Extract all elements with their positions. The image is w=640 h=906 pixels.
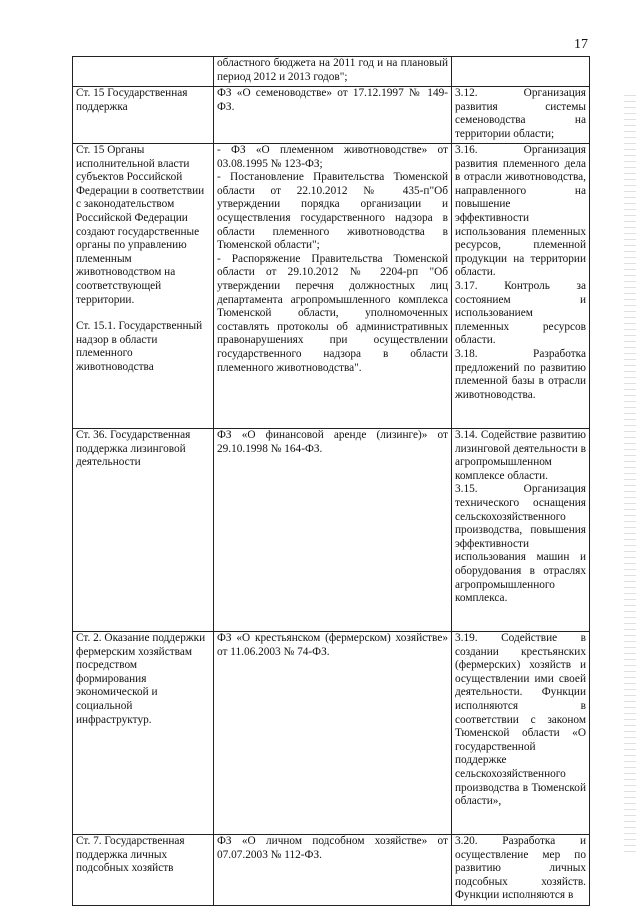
article-text: Ст. 15.1. Государственный надзор в области племенного животноводства — [76, 320, 203, 373]
article-text: Ст. 15 Органы исполнительной власти субъектов Российской Федерации в соответствии с законодательством Российской Федерации создают государственные органы по управлению племенным животноводством на соответствующей территории. — [76, 144, 205, 306]
measure-cell — [452, 144, 590, 429]
measure-text: 3.15. Организация технического оснащения сельскохозяйственного производства, повышения эффективности использования машин и оборудования в отраслях агропромышленного комплекса. — [455, 483, 586, 605]
page-number: 17 — [574, 37, 588, 52]
article-text: Ст. 15 Государственная поддержка — [76, 87, 188, 113]
scan-edge-marks — [624, 95, 636, 855]
law-text: ФЗ «О семеноводстве» от 17.12.1997 № 149-ФЗ. — [217, 87, 448, 113]
measure-text: 3.14. Содействие развитию лизинговой деятельности в агропромышленном комплексе области. — [455, 429, 586, 482]
article-text: Ст. 2. Оказание поддержки фермерским хозяйствам посредством формирования экономической и социальной инфраструктур. — [76, 632, 206, 726]
measure-cell — [452, 835, 590, 906]
table-row — [73, 429, 590, 632]
measure-cell — [452, 57, 590, 87]
law-cell — [214, 835, 452, 906]
article-cell — [73, 835, 214, 906]
article-cell — [73, 144, 214, 429]
law-cell — [214, 429, 452, 632]
law-text: ФЗ «О личном подсобном хозяйстве» от 07.07.2003 № 112-ФЗ. — [217, 835, 448, 861]
law-text: - Постановление Правительства Тюменской области от 22.10.2012 № 435-п"Об утверждении порядка организации и осуществления государственного надзора в области племенного животноводства в Тюменской области"; — [217, 171, 448, 252]
measure-text: 3.12. Организация развития системы семеноводства на территории области; — [455, 87, 586, 140]
table-row — [73, 632, 590, 835]
law-text: ФЗ «О финансовой аренде (лизинге)» от 29.10.1998 № 164-ФЗ. — [217, 429, 448, 455]
article-cell — [73, 87, 214, 144]
article-cell — [73, 632, 214, 835]
law-cell — [214, 87, 452, 144]
article-text: Ст. 7. Государственная поддержка личных подсобных хозяйств — [76, 835, 185, 875]
table-row — [73, 144, 590, 429]
law-cell — [214, 144, 452, 429]
legislation-table — [72, 56, 590, 906]
article-cell — [73, 57, 214, 87]
measure-text: 3.20. Разработка и осуществление мер по развитию личных подсобных хозяйств. Функции исполняются в — [455, 835, 586, 902]
table-row — [73, 835, 590, 906]
table-row — [73, 57, 590, 87]
measure-cell — [452, 429, 590, 632]
article-text: Ст. 36. Государственная поддержка лизинговой деятельности — [76, 429, 191, 469]
measure-text: 3.18. Разработка предложений по развитию племенной базы в отрасли животноводства. — [455, 347, 586, 401]
measure-cell — [452, 87, 590, 144]
measure-text: 3.17. Контроль за состоянием и использованием племенных ресурсов области. — [455, 279, 586, 347]
law-text: - ФЗ «О племенном животноводстве» от 03.08.1995 № 123-ФЗ; — [217, 144, 448, 170]
measure-cell — [452, 632, 590, 835]
law-cell — [214, 57, 452, 87]
law-cell — [214, 632, 452, 835]
article-cell — [73, 429, 214, 632]
measure-text: 3.16. Организация развития племенного дела в отрасли животноводства, направленного на повышение эффективности использования племенных ресурсов, племенной продукции на территории области. — [455, 144, 586, 279]
law-text: ФЗ «О крестьянском (фермерском) хозяйстве» от 11.06.2003 № 74-ФЗ. — [217, 632, 448, 658]
law-text: областного бюджета на 2011 год и на плановый период 2012 и 2013 годов"; — [217, 57, 448, 83]
table-row — [73, 87, 590, 144]
measure-text: 3.19. Содействие в создании крестьянских (фермерских) хозяйств и осуществлении ими своей деятельности. Функции исполняются в соответствии с законом Тюменской области «О государственной поддержке сельскохозяйственного производства в Тюменской области», — [455, 632, 586, 808]
law-text: - Распоряжение Правительства Тюменской области от 29.10.2012 № 2204-рп "Об утверждении перечня должностных лиц департамента агропромышленного комплекса Тюменской области, уполномоченных составлять протоколы об административных правонарушениях при осуществлении государственного надзора в области племенного животноводства". — [217, 252, 448, 374]
